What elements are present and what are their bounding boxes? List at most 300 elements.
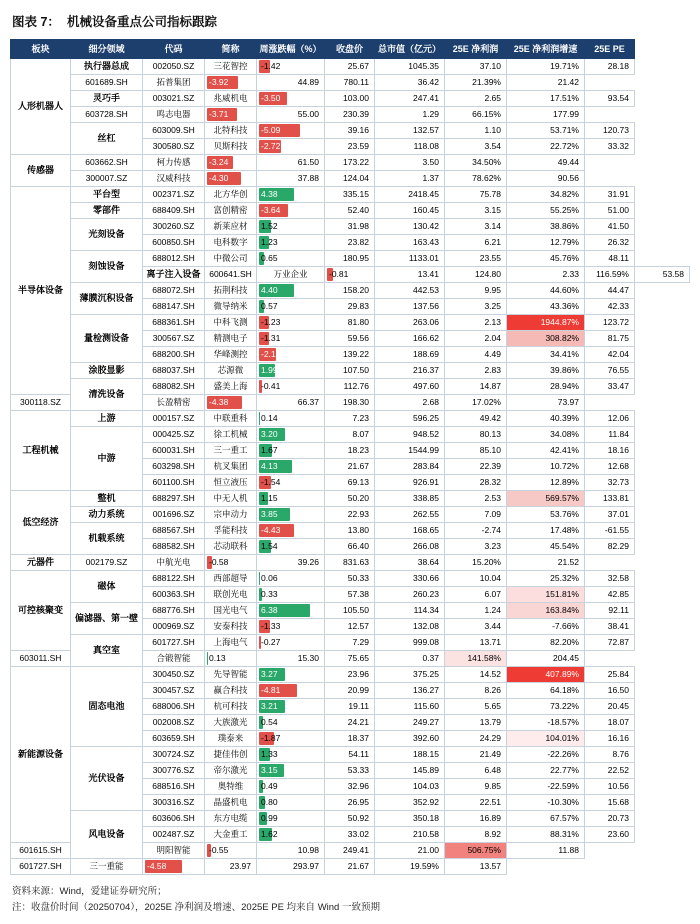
stock-name-cell: 国光电气 <box>205 603 257 619</box>
weekly-change-cell: 0.33 <box>257 587 325 603</box>
net-profit-cell: 3.44 <box>445 619 507 635</box>
stock-name-cell: 芯源微 <box>205 363 257 379</box>
weekly-change-cell: 1.99 <box>257 363 325 379</box>
subsector-cell: 离子注入设备 <box>143 267 205 283</box>
profit-growth-cell: 39.86% <box>507 363 585 379</box>
pe-cell: 21.42 <box>507 75 585 91</box>
weekly-change-cell: 0.06 <box>257 571 325 587</box>
profit-growth-cell: 44.60% <box>507 283 585 299</box>
profit-growth-cell: 1944.87% <box>507 315 585 331</box>
stock-name-cell: 长盈精密 <box>143 395 205 411</box>
profit-growth-cell: 78.62% <box>445 171 507 187</box>
net-profit-cell: 13.71 <box>445 635 507 651</box>
stock-code-cell: 002487.SZ <box>143 827 205 843</box>
stock-name-cell: 北特科技 <box>205 123 257 139</box>
table-body <box>11 59 690 875</box>
market-cap-cell: 375.25 <box>375 667 445 683</box>
net-profit-cell: 2.33 <box>507 267 585 283</box>
figure-title-text: 机械设备重点公司指标跟踪 <box>67 12 217 30</box>
sector-cell: 新能源设备 <box>11 667 71 843</box>
subsector-cell: 中游 <box>71 427 143 491</box>
net-profit-cell: 3.54 <box>445 139 507 155</box>
stock-name-cell: 三花智控 <box>205 59 257 75</box>
table-row <box>11 859 690 875</box>
subsector-cell: 风电设备 <box>71 811 143 859</box>
change-bar <box>259 412 260 425</box>
pe-cell: 22.52 <box>585 763 635 779</box>
col-name: 简称 <box>205 40 257 59</box>
weekly-change-cell: 3.20 <box>257 427 325 443</box>
stock-code-cell: 600031.SH <box>143 443 205 459</box>
stock-name-cell: 宗申动力 <box>205 507 257 523</box>
weekly-change-cell: -0.27 <box>257 635 325 651</box>
stock-code-cell: 688122.SH <box>143 571 205 587</box>
profit-growth-cell: 34.82% <box>507 187 585 203</box>
pe-cell: 8.76 <box>585 747 635 763</box>
market-cap-cell: 249.27 <box>375 715 445 731</box>
source-note <box>10 884 690 915</box>
pe-cell: 20.45 <box>585 699 635 715</box>
stock-code-cell: 601615.SH <box>11 843 71 859</box>
stock-name-cell: 精测电子 <box>205 331 257 347</box>
net-profit-cell: 75.78 <box>445 187 507 203</box>
market-cap-cell: 497.60 <box>375 379 445 395</box>
net-profit-cell: 2.04 <box>445 331 507 347</box>
profit-growth-cell: 163.84% <box>507 603 585 619</box>
stock-code-cell: 601727.SH <box>143 635 205 651</box>
table-row <box>11 811 690 827</box>
weekly-change-cell: 4.40 <box>257 283 325 299</box>
profit-growth-cell: 28.94% <box>507 379 585 395</box>
stock-code-cell: 688361.SH <box>143 315 205 331</box>
pe-cell: 42.33 <box>585 299 635 315</box>
table-row <box>11 315 690 331</box>
pe-cell: 37.01 <box>585 507 635 523</box>
subsector-cell: 薄膜沉积设备 <box>71 283 143 315</box>
pe-cell: 38.41 <box>585 619 635 635</box>
pe-cell: 42.04 <box>585 347 635 363</box>
profit-growth-cell: 64.18% <box>507 683 585 699</box>
stock-code-cell: 688200.SH <box>143 347 205 363</box>
pe-cell: 120.73 <box>585 123 635 139</box>
market-cap-cell: 293.97 <box>257 859 325 875</box>
weekly-change-cell: -0.81 <box>325 267 375 283</box>
pe-cell: 23.60 <box>585 827 635 843</box>
weekly-change-cell: -0.41 <box>257 379 325 395</box>
stock-code-cell: 603009.SH <box>143 123 205 139</box>
net-profit-cell: 2.53 <box>445 491 507 507</box>
subsector-cell: 零部件 <box>71 203 143 219</box>
weekly-change-cell: -4.58 <box>143 859 205 875</box>
weekly-change-cell: -3.50 <box>257 91 325 107</box>
market-cap-cell: 283.84 <box>375 459 445 475</box>
table-row <box>11 75 690 91</box>
close-price-cell: 61.50 <box>257 155 325 171</box>
stock-name-cell: 中无人机 <box>205 491 257 507</box>
stock-name-cell: 中航光电 <box>143 555 205 571</box>
stock-name-cell: 万业企业 <box>257 267 325 283</box>
market-cap-cell: 442.53 <box>375 283 445 299</box>
stock-name-cell: 东方电缆 <box>205 811 257 827</box>
stock-name-cell: 鸣志电器 <box>143 107 205 123</box>
close-price-cell: 13.41 <box>375 267 445 283</box>
pe-cell: 11.88 <box>507 843 585 859</box>
close-price-cell: 103.00 <box>325 91 375 107</box>
net-profit-cell: 8.92 <box>445 827 507 843</box>
net-profit-cell: 1.24 <box>445 603 507 619</box>
stock-code-cell: 300724.SZ <box>143 747 205 763</box>
stock-name-cell: 三一重工 <box>205 443 257 459</box>
subsector-cell: 涂胶显影 <box>71 363 143 379</box>
market-cap-cell: 2418.45 <box>375 187 445 203</box>
table-row <box>11 363 690 379</box>
table-row <box>11 491 690 507</box>
net-profit-cell: 3.50 <box>375 155 445 171</box>
net-profit-cell: 9.85 <box>445 779 507 795</box>
market-cap-cell: 330.66 <box>375 571 445 587</box>
pe-cell: 12.06 <box>585 411 635 427</box>
profit-growth-cell: -18.57% <box>507 715 585 731</box>
net-profit-cell: 4.49 <box>445 347 507 363</box>
sector-cell: 可控核聚变 <box>11 571 71 651</box>
net-profit-cell: 9.95 <box>445 283 507 299</box>
market-cap-cell: 130.42 <box>375 219 445 235</box>
table-row <box>11 523 690 539</box>
weekly-change-cell: -4.81 <box>257 683 325 699</box>
col-close-price: 收盘价 <box>325 40 375 59</box>
net-profit-cell: 3.15 <box>445 203 507 219</box>
pe-cell: 16.16 <box>585 731 635 747</box>
subsector-cell: 丝杠 <box>71 123 143 155</box>
profit-growth-cell: 17.48% <box>507 523 585 539</box>
company-indicator-table <box>10 39 690 875</box>
net-profit-cell: 16.89 <box>445 811 507 827</box>
stock-name-cell: 杭叉集团 <box>205 459 257 475</box>
stock-code-cell: 300457.SZ <box>143 683 205 699</box>
weekly-change-cell: 0.57 <box>257 299 325 315</box>
pe-cell: 12.68 <box>585 459 635 475</box>
stock-code-cell: 300776.SZ <box>143 763 205 779</box>
stock-code-cell: 600363.SH <box>143 587 205 603</box>
net-profit-cell: 2.68 <box>375 395 445 411</box>
stock-code-cell: 688037.SH <box>143 363 205 379</box>
profit-growth-cell: -10.30% <box>507 795 585 811</box>
weekly-change-cell: -2.17 <box>257 347 325 363</box>
weekly-change-cell: -4.43 <box>257 523 325 539</box>
net-profit-cell: 37.10 <box>445 59 507 75</box>
stock-code-cell: 688567.SH <box>143 523 205 539</box>
weekly-change-cell: 0.54 <box>257 715 325 731</box>
stock-name-cell: 芯动联科 <box>205 539 257 555</box>
weekly-change-cell: 4.13 <box>257 459 325 475</box>
close-price-cell: 50.92 <box>325 811 375 827</box>
profit-growth-cell: 15.20% <box>445 555 507 571</box>
market-cap-cell: 160.45 <box>375 203 445 219</box>
profit-growth-cell: 21.39% <box>445 75 507 91</box>
figure-label: 图表 7： <box>12 12 60 30</box>
net-profit-cell: 21.49 <box>445 747 507 763</box>
market-cap-cell: 352.92 <box>375 795 445 811</box>
sector-cell: 人形机器人 <box>11 59 71 155</box>
market-cap-cell: 247.41 <box>375 91 445 107</box>
table-row <box>11 507 690 523</box>
stock-code-cell: 601689.SH <box>71 75 143 91</box>
profit-growth-cell: 22.77% <box>507 763 585 779</box>
table-row <box>11 91 690 107</box>
market-cap-cell: 262.55 <box>375 507 445 523</box>
net-profit-cell: 2.83 <box>445 363 507 379</box>
weekly-change-cell: -1.54 <box>257 475 325 491</box>
stock-code-cell: 300580.SZ <box>143 139 205 155</box>
pe-cell: 133.81 <box>585 491 635 507</box>
net-profit-cell: 21.00 <box>375 843 445 859</box>
subsector-cell: 平台型 <box>71 187 143 203</box>
stock-code-cell: 300567.SZ <box>143 331 205 347</box>
profit-growth-cell: 25.32% <box>507 571 585 587</box>
weekly-change-cell: 0.65 <box>257 251 325 267</box>
stock-name-cell: 西部超导 <box>205 571 257 587</box>
close-price-cell: 13.80 <box>325 523 375 539</box>
net-profit-cell: -2.74 <box>445 523 507 539</box>
close-price-cell: 23.59 <box>325 139 375 155</box>
close-price-cell: 57.38 <box>325 587 375 603</box>
net-profit-cell: 38.64 <box>375 555 445 571</box>
net-profit-cell: 5.65 <box>445 699 507 715</box>
stock-name-cell: 拓荆科技 <box>205 283 257 299</box>
net-profit-cell: 1.37 <box>375 171 445 187</box>
weekly-change-cell: -3.71 <box>205 107 257 123</box>
pe-cell: 76.55 <box>585 363 635 379</box>
market-cap-cell: 926.91 <box>375 475 445 491</box>
net-profit-cell: 36.42 <box>375 75 445 91</box>
stock-code-cell: 000157.SZ <box>143 411 205 427</box>
profit-growth-cell: 34.41% <box>507 347 585 363</box>
stock-name-cell: 富创精密 <box>205 203 257 219</box>
weekly-change-cell: 3.15 <box>257 763 325 779</box>
subsector-cell: 固态电池 <box>71 667 143 747</box>
close-price-cell: 69.13 <box>325 475 375 491</box>
market-cap-cell: 75.65 <box>325 651 375 667</box>
pe-cell: 31.91 <box>585 187 635 203</box>
close-price-cell: 23.82 <box>325 235 375 251</box>
close-price-cell: 53.33 <box>325 763 375 779</box>
stock-code-cell: 688072.SH <box>143 283 205 299</box>
weekly-change-cell: 0.99 <box>257 811 325 827</box>
market-cap-cell: 188.69 <box>375 347 445 363</box>
close-price-cell: 66.40 <box>325 539 375 555</box>
pe-cell: 26.32 <box>585 235 635 251</box>
stock-name-cell: 联创光电 <box>205 587 257 603</box>
table-row <box>11 603 690 619</box>
weekly-change-cell: 3.21 <box>257 699 325 715</box>
stock-name-cell: 盛美上海 <box>205 379 257 395</box>
market-cap-cell: 948.52 <box>375 427 445 443</box>
stock-code-cell: 688006.SH <box>143 699 205 715</box>
stock-code-cell: 300007.SZ <box>71 171 143 187</box>
profit-growth-cell: 73.22% <box>507 699 585 715</box>
close-price-cell: 20.99 <box>325 683 375 699</box>
stock-code-cell: 002179.SZ <box>71 555 143 571</box>
table-row <box>11 667 690 683</box>
close-price-cell: 112.76 <box>325 379 375 395</box>
net-profit-cell: 6.48 <box>445 763 507 779</box>
sector-cell: 工程机械 <box>11 411 71 491</box>
market-cap-cell: 124.04 <box>325 171 375 187</box>
close-price-cell: 31.98 <box>325 219 375 235</box>
profit-growth-cell: 22.72% <box>507 139 585 155</box>
stock-code-cell: 688297.SH <box>143 491 205 507</box>
stock-name-cell: 拓普集团 <box>143 75 205 91</box>
pe-cell: 51.00 <box>585 203 635 219</box>
profit-growth-cell: 40.39% <box>507 411 585 427</box>
net-profit-cell: 24.29 <box>445 731 507 747</box>
stock-name-cell: 先导智能 <box>205 667 257 683</box>
market-cap-cell: 132.08 <box>375 619 445 635</box>
pe-cell: 204.45 <box>507 651 585 667</box>
profit-growth-cell: 66.15% <box>445 107 507 123</box>
stock-code-cell: 603659.SH <box>143 731 205 747</box>
market-cap-cell: 115.60 <box>375 699 445 715</box>
profit-growth-cell: 569.57% <box>507 491 585 507</box>
weekly-change-cell: 6.38 <box>257 603 325 619</box>
pe-cell: 18.16 <box>585 443 635 459</box>
pe-cell: 33.47 <box>585 379 635 395</box>
market-cap-cell: 145.89 <box>375 763 445 779</box>
stock-code-cell: 688012.SH <box>143 251 205 267</box>
net-profit-cell: 1.29 <box>375 107 445 123</box>
close-price-cell: 50.33 <box>325 571 375 587</box>
profit-growth-cell: 17.02% <box>445 395 507 411</box>
profit-growth-cell: -7.66% <box>507 619 585 635</box>
stock-name-cell: 电科数字 <box>205 235 257 251</box>
stock-name-cell: 柯力传感 <box>143 155 205 171</box>
weekly-change-cell: -5.09 <box>257 123 325 139</box>
market-cap-cell: 260.23 <box>375 587 445 603</box>
pe-cell: 32.73 <box>585 475 635 491</box>
subsector-cell: 灵巧手 <box>71 91 143 107</box>
pe-cell: 25.84 <box>585 667 635 683</box>
subsector-cell: 上游 <box>71 411 143 427</box>
market-cap-cell: 596.25 <box>375 411 445 427</box>
profit-growth-cell: 17.51% <box>507 91 585 107</box>
stock-code-cell: 600641.SH <box>205 267 257 283</box>
weekly-change-cell: 0.80 <box>257 795 325 811</box>
net-profit-cell: 2.13 <box>445 315 507 331</box>
weekly-change-cell: 1.23 <box>257 235 325 251</box>
pe-cell: 177.99 <box>507 107 585 123</box>
table-row <box>11 379 690 395</box>
weekly-change-cell: -0.55 <box>205 843 257 859</box>
pe-cell: 42.85 <box>585 587 635 603</box>
stock-name-cell: 安泰科技 <box>205 619 257 635</box>
weekly-change-cell: -4.30 <box>205 171 257 187</box>
stock-code-cell: 688776.SH <box>143 603 205 619</box>
close-price-cell: 12.57 <box>325 619 375 635</box>
stock-name-cell: 奥特维 <box>205 779 257 795</box>
stock-name-cell: 赢合科技 <box>205 683 257 699</box>
source-line: 资料来源：Wind，爱建证券研究所； <box>12 884 690 900</box>
net-profit-cell: 22.51 <box>445 795 507 811</box>
table-row <box>11 219 690 235</box>
subsector-cell: 量检测设备 <box>71 315 143 363</box>
table-row <box>11 155 690 171</box>
weekly-change-cell: -3.92 <box>205 75 257 91</box>
table-row <box>11 571 690 587</box>
stock-name-cell: 大金重工 <box>205 827 257 843</box>
table-row <box>11 251 690 267</box>
weekly-change-cell: -0.58 <box>205 555 257 571</box>
weekly-change-cell: 3.85 <box>257 507 325 523</box>
market-cap-cell: 137.56 <box>375 299 445 315</box>
stock-code-cell: 688082.SH <box>143 379 205 395</box>
col-pe: 25E PE <box>585 40 635 59</box>
close-price-cell: 335.15 <box>325 187 375 203</box>
table-row <box>11 411 690 427</box>
net-profit-cell: 14.87 <box>445 379 507 395</box>
close-price-cell: 33.02 <box>325 827 375 843</box>
market-cap-cell: 124.80 <box>445 267 507 283</box>
close-price-cell: 32.96 <box>325 779 375 795</box>
close-price-cell: 50.20 <box>325 491 375 507</box>
stock-name-cell: 汉威科技 <box>143 171 205 187</box>
table-row <box>11 171 690 187</box>
weekly-change-cell: -1.33 <box>257 619 325 635</box>
stock-name-cell: 恒立液压 <box>205 475 257 491</box>
pe-cell: 48.11 <box>585 251 635 267</box>
close-price-cell: 39.26 <box>257 555 325 571</box>
net-profit-cell: 2.65 <box>445 91 507 107</box>
pe-cell: 20.73 <box>585 811 635 827</box>
net-profit-cell: 7.09 <box>445 507 507 523</box>
subsector-cell: 传感器 <box>11 155 71 187</box>
pe-cell: 49.44 <box>507 155 585 171</box>
col-code: 代码 <box>143 40 205 59</box>
profit-growth-cell: 141.58% <box>445 651 507 667</box>
weekly-change-cell: -1.31 <box>257 331 325 347</box>
stock-name-cell: 大族激光 <box>205 715 257 731</box>
profit-growth-cell: 88.31% <box>507 827 585 843</box>
stock-code-cell: 002008.SZ <box>143 715 205 731</box>
market-cap-cell: 216.37 <box>375 363 445 379</box>
close-price-cell: 23.97 <box>205 859 257 875</box>
profit-growth-cell: 104.01% <box>507 731 585 747</box>
subsector-cell: 真空室 <box>71 635 143 667</box>
weekly-change-cell: 1.62 <box>257 827 325 843</box>
net-profit-cell: 14.52 <box>445 667 507 683</box>
market-cap-cell: 188.15 <box>375 747 445 763</box>
profit-growth-cell: 43.36% <box>507 299 585 315</box>
net-profit-cell: 3.23 <box>445 539 507 555</box>
profit-growth-cell: 53.76% <box>507 507 585 523</box>
weekly-change-cell: 0.49 <box>257 779 325 795</box>
close-price-cell: 54.11 <box>325 747 375 763</box>
stock-name-cell: 上海电气 <box>205 635 257 651</box>
close-price-cell: 19.11 <box>325 699 375 715</box>
stock-name-cell: 三一重能 <box>71 859 143 875</box>
stock-code-cell: 688516.SH <box>143 779 205 795</box>
weekly-change-cell: 3.27 <box>257 667 325 683</box>
net-profit-cell: 80.13 <box>445 427 507 443</box>
subsector-cell: 执行器总成 <box>71 59 143 75</box>
pe-cell: 16.50 <box>585 683 635 699</box>
weekly-change-cell: -3.64 <box>257 203 325 219</box>
pe-cell: 81.75 <box>585 331 635 347</box>
market-cap-cell: 1544.99 <box>375 443 445 459</box>
table-row <box>11 123 690 139</box>
weekly-change-cell: -4.38 <box>205 395 257 411</box>
weekly-change-cell: 1.52 <box>257 219 325 235</box>
close-price-cell: 7.23 <box>325 411 375 427</box>
